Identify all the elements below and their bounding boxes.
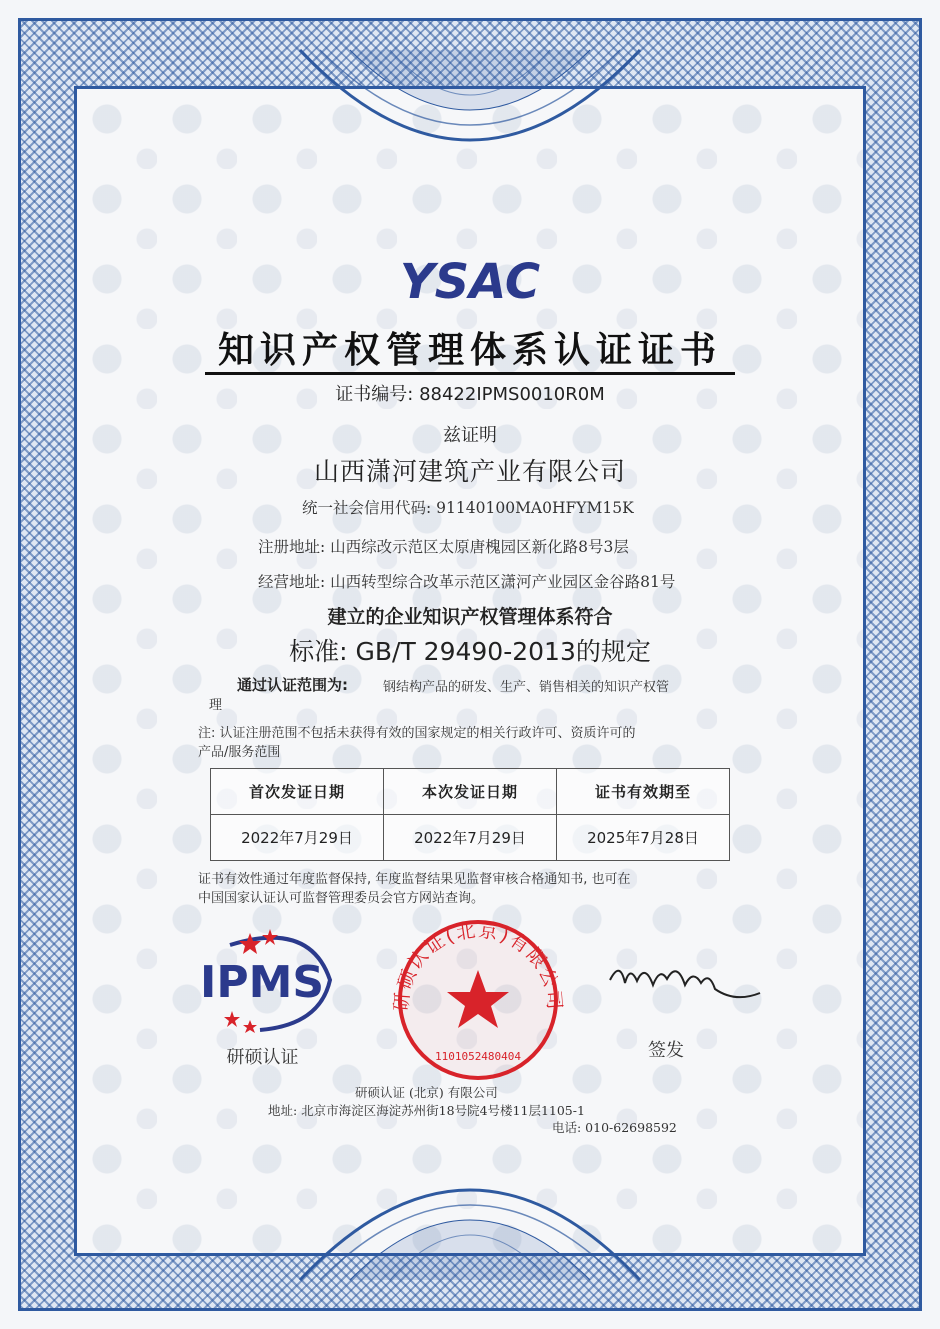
validity-note-line-1: 证书有效性通过年度监督保持, 年度监督结果见监督审核合格通知书, 也可在 [198,872,631,887]
dates-table [210,768,730,861]
certificate-number-value: 88422IPMS0010R0M [419,384,605,405]
business-address-row [258,570,675,592]
footer-company: 研硕认证 (北京) 有限公司 [355,1085,498,1100]
conformity-statement: 建立的企业知识产权管理体系符合 [327,606,613,628]
registered-address-row [258,535,629,557]
scope-value: 钢结构产品的研发、生产、销售相关的知识产权管 [383,680,670,695]
svg-text:IPMS: IPMS [199,957,325,1008]
footer-phone: 电话: 010-62698592 [552,1120,677,1135]
company-seal [383,912,573,1082]
dates-table-header [211,769,730,815]
registered-address-value: 山西综改示范区太原唐槐园区新化路8号3层 [330,538,629,556]
ipms-logo [190,925,340,1035]
business-address-label: 经营地址: [258,573,326,591]
header-first-issue: 首次发证日期 [211,769,384,815]
standard-reference: 标准: GB/T 29490-2013的规定 [289,637,651,666]
scope-note-line-2: 产品/服务范围 [198,745,281,760]
credit-code-row [302,496,634,518]
credit-code-label: 统一社会信用代码: [302,499,432,517]
company-name: 山西潇河建筑产业有限公司 [313,457,626,486]
svg-text:YSAC: YSAC [399,254,541,308]
certificate-number-label: 证书编号: [335,384,414,405]
header-valid-until: 证书有效期至 [557,769,730,815]
header-current-issue: 本次发证日期 [384,769,557,815]
credit-code-value: 91140100MA0HFYM15K [436,499,634,517]
issuer-signature [605,955,765,1015]
validity-note-line-2: 中国国家认证认可监督管理委员会官方网站查询。 [198,891,485,906]
svg-text:1101052480404: 1101052480404 [434,1050,522,1063]
dates-table-row [211,815,730,861]
first-issue-date: 2022年7月29日 [211,815,384,861]
scope-note-line-1: 注: 认证注册范围不包括未获得有效的国家规定的相关行政许可、资质许可的 [198,726,636,741]
scope-value-continued: 理 [209,698,223,713]
scope-note [198,724,758,762]
title-underline [205,372,735,375]
footer-address: 地址: 北京市海淀区海淀苏州街18号院4号楼11层1105-1 [268,1103,585,1118]
scope-label: 通过认证范围为: [237,676,348,694]
ysac-logo [380,252,560,308]
validity-note [198,870,758,908]
valid-until-date: 2025年7月28日 [557,815,730,861]
certificate-title: 知识产权管理体系认证证书 [217,329,722,371]
ipms-label: 研硕认证 [226,1047,299,1068]
registered-address-label: 注册地址: [258,538,326,556]
hereby-certify: 兹证明 [443,425,497,446]
business-address-value: 山西转型综合改革示范区潇河产业园区金谷路81号 [330,573,676,591]
current-issue-date: 2022年7月29日 [384,815,557,861]
issued-by-label: 签发 [648,1040,684,1061]
svg-text:研硕认证(北京)有限公司: 研硕认证(北京)有限公司 [390,919,566,1013]
certificate-number [0,380,940,406]
